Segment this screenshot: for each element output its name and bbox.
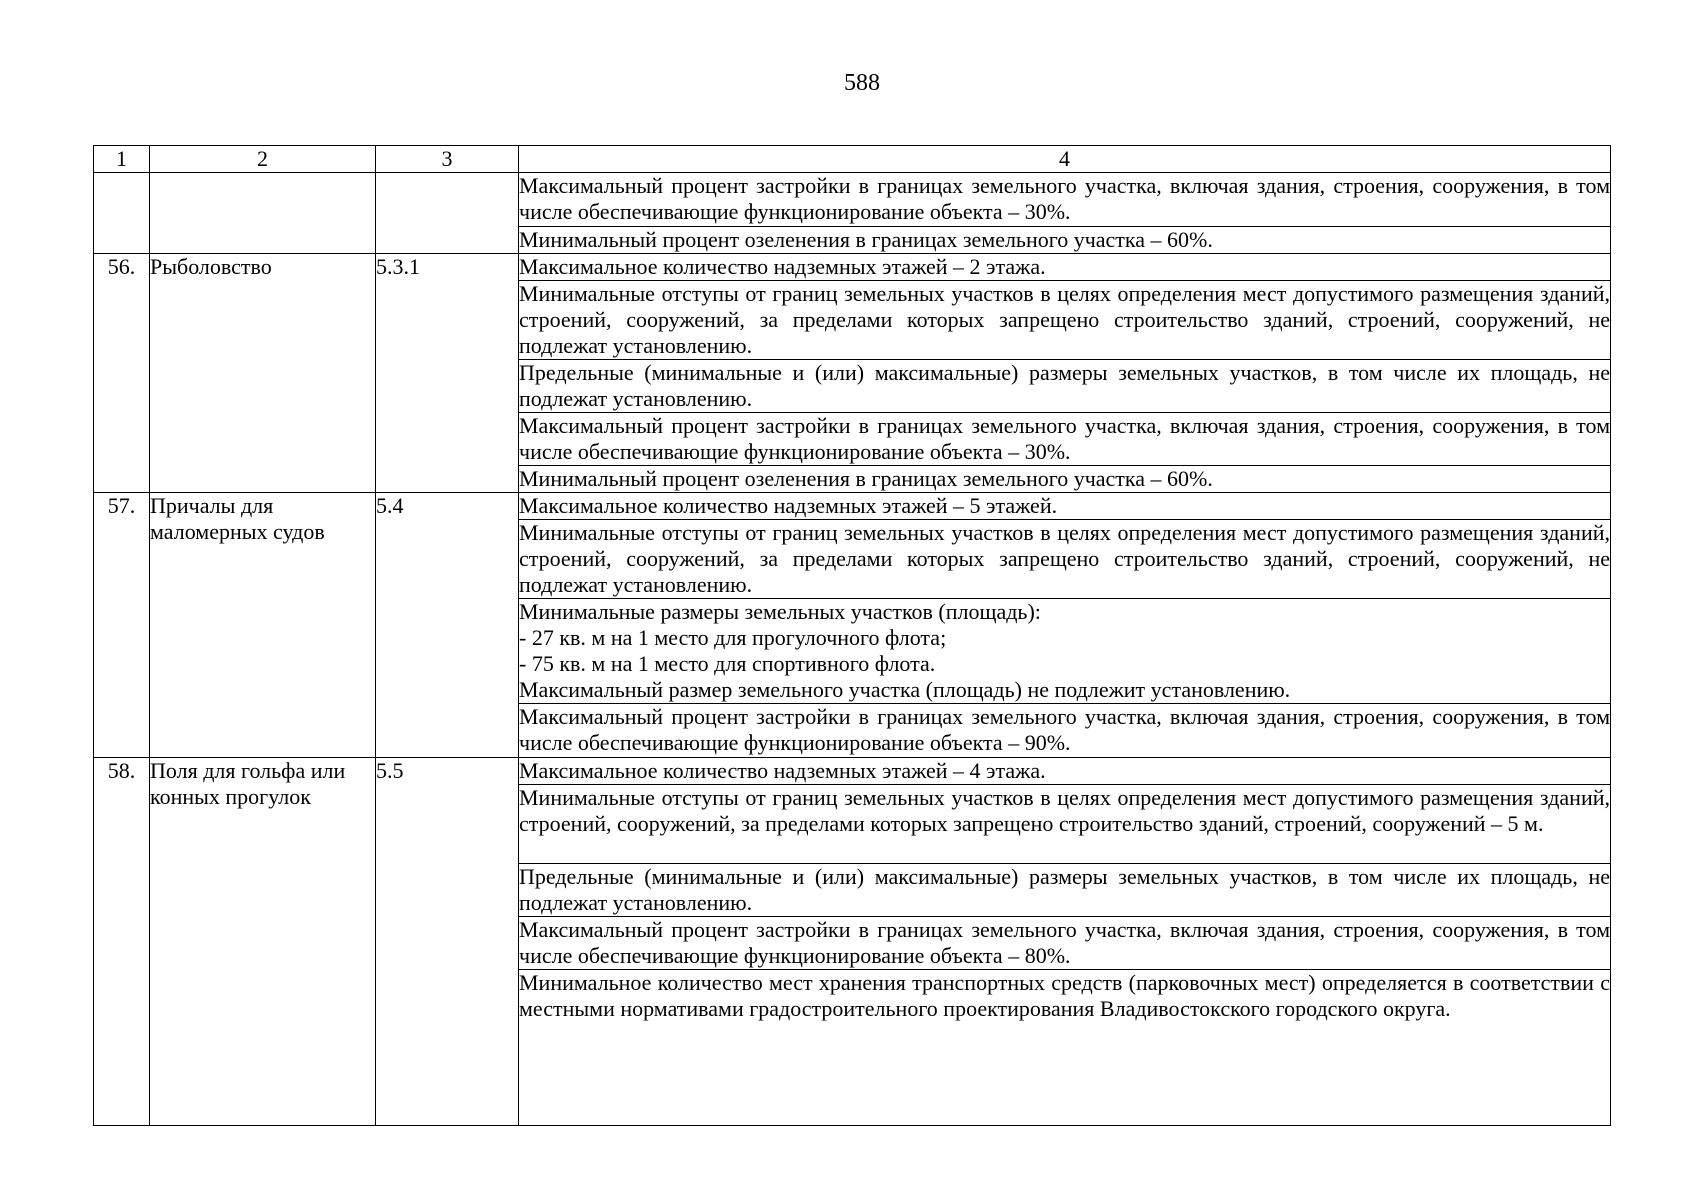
land-use-name-cell [150, 173, 376, 254]
table-row [94, 254, 1611, 281]
parameter-cell: Максимальное количество надземных этажей – 4 этажа. [519, 758, 1611, 785]
header-col-3: 3 [376, 146, 519, 173]
table-row [94, 173, 1611, 227]
land-use-name-cell: Причалы для маломерных судов [150, 493, 376, 758]
parameter-cell: Максимальное количество надземных этажей – 2 этажа. [519, 254, 1611, 281]
header-col-1: 1 [94, 146, 150, 173]
table-row [94, 493, 1611, 520]
land-use-name-cell: Поля для гольфа или конных прогулок [150, 758, 376, 1126]
parameter-line: - 75 кв. м на 1 место для спортивного флота. [519, 651, 936, 676]
land-use-requirements-table [93, 145, 1611, 1126]
parameter-cell: Максимальное количество надземных этажей – 5 этажей. [519, 493, 1611, 520]
table-header-row [94, 146, 1611, 173]
parameter-cell: Максимальный процент застройки в границах земельного участка, включая здания, строения, сооружения, в том числе обеспечивающие функционирование объекта – 30%. [519, 413, 1610, 464]
row-number-cell: 57. [94, 493, 150, 758]
table-row [94, 758, 1611, 785]
land-use-code-cell: 5.3.1 [376, 254, 519, 493]
land-use-code-cell: 5.5 [376, 758, 519, 1126]
page-number: 588 [844, 70, 880, 96]
parameter-cell: Минимальный процент озеленения в границах земельного участка – 60%. [519, 466, 1611, 493]
parameter-cell: Минимальные отступы от границ земельных участков в целях определения мест допустимого размещения зданий, строений, сооружений, за пределами которых запрещено строительство зданий, строений, сооружений, не подлежат установлению. [519, 520, 1610, 597]
parameter-cell: Минимальные отступы от границ земельных участков в целях определения мест допустимого размещения зданий, строений, сооружений, за пределами которых запрещено строительство зданий, строений, сооружений, не подлежат установлению. [519, 281, 1610, 358]
parameter-cell: Предельные (минимальные и (или) максимальные) размеры земельных участков, в том числе их площадь, не подлежат установлению. [519, 864, 1610, 915]
row-number-cell: 58. [94, 758, 150, 1126]
row-number-cell [94, 173, 150, 254]
parameter-cell: Минимальный процент озеленения в границах земельного участка – 60%. [519, 227, 1611, 254]
parameter-line: - 27 кв. м на 1 место для прогулочного флота; [519, 625, 947, 650]
parameter-line: Максимальный размер земельного участка (площадь) не подлежит установлению. [519, 677, 1291, 702]
land-use-code-cell [376, 173, 519, 254]
parameter-cell: Максимальный процент застройки в границах земельного участка, включая здания, строения, сооружения, в том числе обеспечивающие функционирование объекта – 30%. [519, 173, 1611, 227]
land-use-name-cell: Рыболовство [150, 254, 376, 493]
parameter-cell: Минимальное количество мест хранения транспортных средств (парковочных мест) определяется в соответствии с местными нормативами градостроительного проектирования Владивостокского городского округа. [519, 970, 1611, 1126]
parameter-cell: Максимальный процент застройки в границах земельного участка, включая здания, строения, сооружения, в том числе обеспечивающие функционирование объекта – 90%. [519, 704, 1611, 758]
parameter-line: Минимальные размеры земельных участков (площадь): [519, 599, 1041, 624]
parameter-cell [519, 599, 1611, 704]
parameter-cell: Минимальные отступы от границ земельных участков в целях определения мест допустимого размещения зданий, строений, сооружений, за пределами которых запрещено строительство зданий, строений, сооружений – 5 м. [519, 785, 1611, 864]
parameter-cell: Максимальный процент застройки в границах земельного участка, включая здания, строения, сооружения, в том числе обеспечивающие функционирование объекта – 80%. [519, 917, 1610, 968]
row-number-cell: 56. [94, 254, 150, 493]
header-col-4: 4 [519, 146, 1611, 173]
parameter-cell: Предельные (минимальные и (или) максимальные) размеры земельных участков, в том числе их площадь, не подлежат установлению. [519, 360, 1610, 411]
header-col-2: 2 [150, 146, 376, 173]
land-use-code-cell: 5.4 [376, 493, 519, 758]
